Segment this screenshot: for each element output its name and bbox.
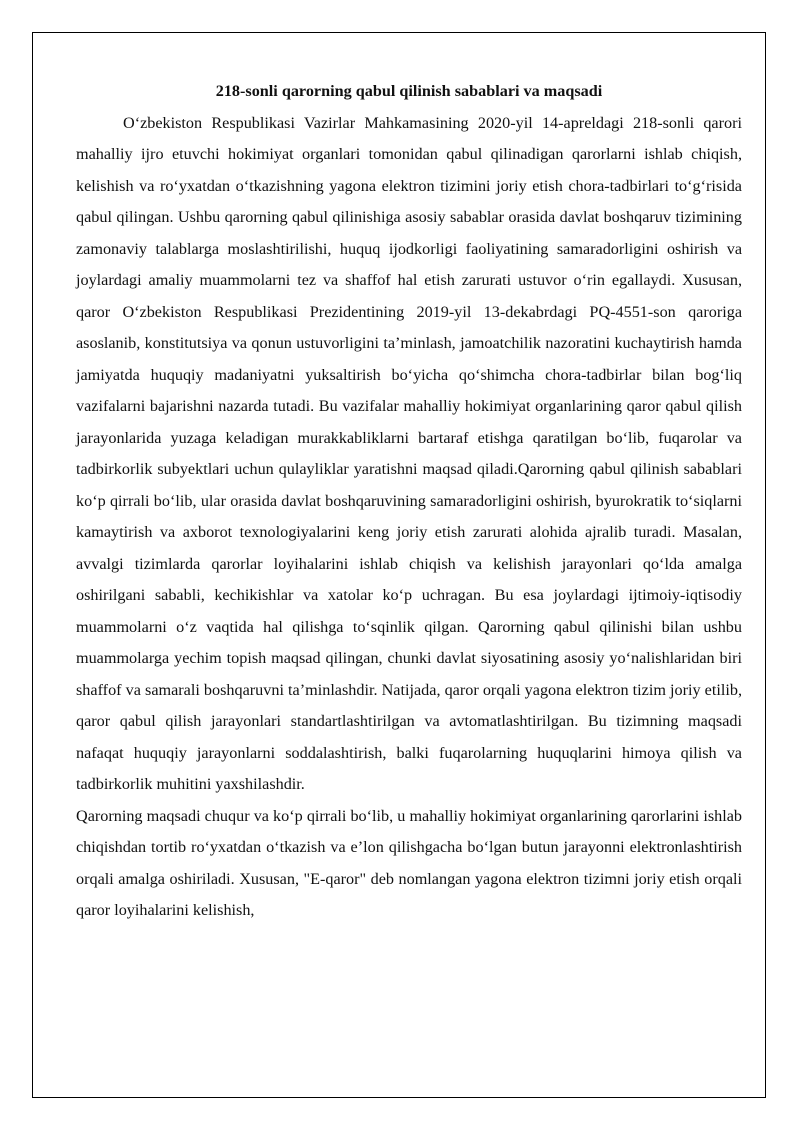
document-body <box>76 76 742 927</box>
document-title: 218-sonli qarorning qabul qilinish sabablari va maqsadi <box>215 82 603 100</box>
paragraph-2: Qarorning maqsadi chuqur va ko‘p qirrali bo‘lib, u mahalliy hokimiyat organlarining qarorlarini ishlab chiqishdan tortib ro‘yxatdan o‘tkazish va e’lon qilishgacha bo‘lgan butun jarayonni elektronlashtirish orqali amalga oshiriladi. Xususan, "E-qaror" deb nomlangan yagona elektron tizimni joriy etish orqali qaror loyihalarini kelishish, <box>76 806 742 919</box>
paragraph-1: O‘zbekiston Respublikasi Vazirlar Mahkamasining 2020-yil 14-apreldagi 218-sonli qarori mahalliy ijro etuvchi hokimiyat organlari tomonidan qabul qilinadigan qarorlarni ishlab chiqish, kelishish va ro‘yxatdan o‘tkazishning yagona elektron tizimini joriy etish chora-tadbirlari to‘g‘risida qabul qilingan. Ushbu qarorning qabul qilinishiga asosiy sabablar orasida davlat boshqaruv tizimining zamonaviy talablarga moslashtirilishi, huquq ijodkorligi faoliyatining samaradorligini oshirish va joylardagi amaliy muammolarni tez va shaffof hal etish zarurati ustuvor o‘rin egallaydi. Xususan, qaror O‘zbekiston Respublikasi Prezidentining 2019-yil 13-dekabrdagi PQ-4551-son qaroriga asoslanib, konstitutsiya va qonun ustuvorligini ta’minlash, jamoatchilik nazoratini kuchaytirish hamda jamiyatda huquqiy madaniyatni yuksaltirish bo‘yicha qo‘shimcha chora-tadbirlar bilan bog‘liq vazifalarni bajarishni nazarda tutadi. Bu vazifalar mahalliy hokimiyat organlarining qaror qabul qilish jarayonlarida yuzaga keladigan murakkabliklarni bartaraf etishga qaratilgan bo‘lib, fuqarolar va tadbirkorlik subyektlari uchun qulayliklar yaratishni maqsad qiladi.Qarorning qabul qilinish sabablari ko‘p qirrali bo‘lib, ular orasida davlat boshqaruvining samaradorligini oshirish, byurokratik to‘siqlarni kamaytirish va axborot texnologiyalarini keng joriy etish zarurati alohida ajralib turadi. Masalan, avvalgi tizimlarda qarorlar loyihalarini ishlab chiqish va kelishish jarayonlari qo‘lda amalga oshirilgani sababli, kechikishlar va xatolar ko‘p uchragan. Bu esa joylardagi ijtimoiy-iqtisodiy muammolarni o‘z vaqtida hal qilishga to‘sqinlik qilgan. Qarorning qabul qilinishi bilan ushbu muammolarga yechim topish maqsad qilingan, chunki davlat siyosatining asosiy yo‘nalishlaridan biri shaffof va samarali boshqaruvni ta’minlashdir. Natijada, qaror orqali yagona elektron tizim joriy etilib, qaror qabul qilish jarayonlari standartlashtirilgan va avtomatlashtirilgan. Bu tizimning maqsadi nafaqat huquqiy jarayonlarni soddalashtirish, balki fuqarolarning huquqlarini himoya qilish va tadbirkorlik muhitini yaxshilashdir. <box>76 113 742 793</box>
